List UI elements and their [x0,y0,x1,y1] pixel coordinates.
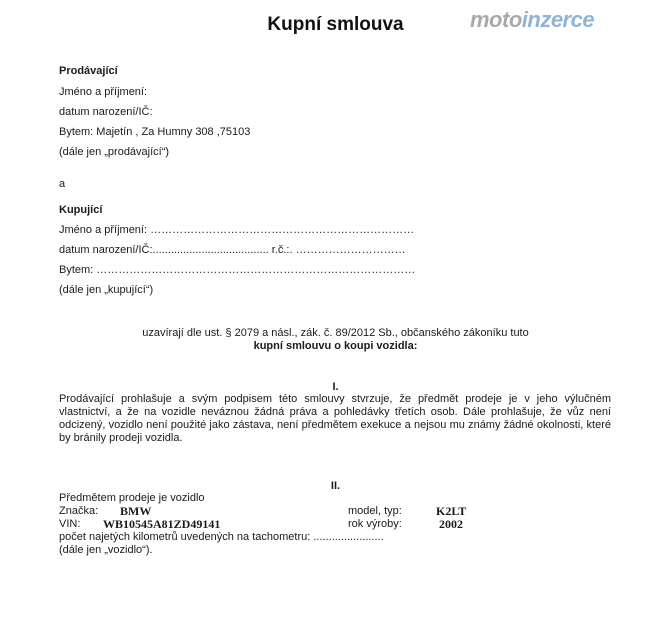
year-value: 2002 [439,517,463,531]
logo-part-inzerce: inzerce [521,7,595,32]
km-line: počet najetých kilometrů uvedených na tachometru: ....................... [59,531,384,543]
seller-alias: (dále jen „prodávající“) [59,146,170,158]
vin-value: WB10545A81ZD49141 [103,517,221,531]
logo-part-moto: moto [470,7,522,32]
buyer-name-line: Jméno a příjmení: ……………………………………………………………… [59,224,415,236]
vehicle-alias: (dále jen „vozidlo“). [59,544,153,556]
vehicle-intro: Předmětem prodeje je vozidlo [59,492,205,504]
seller-birth-label: datum narození/IČ: [59,106,153,118]
intro-line-2: kupní smlouvu o koupi vozidla: [253,340,418,352]
connector-text: a [59,178,66,190]
seller-address: Bytem: Majetín , Za Humny 308 ,75103 [59,126,251,138]
buyer-address-line: Bytem: …………………………………………………………………………… [59,264,416,276]
model-value: K2LT [436,504,467,518]
year-label: rok výroby: [348,518,402,530]
intro-line-1: uzavírají dle ust. § 2079 a násl., zák. č. 89/2012 Sb., občanského zákoníku tuto [142,327,529,339]
section-1-text: Prodávající prohlašuje a svým podpisem této smlouvy stvrzuje, že předmět prodeje je v jeho výlučném vlastnictví, a že na vozidle neváznou žádná práva a pohledávky třetích osob. Dále prohlašuje, že vůz není odcizený, vozidlo není použité jako zástava, není předmětem exekuce a nejsou mu známy žádné okolnosti, které by bránily prodeji vozidla. [59,393,611,444]
seller-heading: Prodávající [59,65,118,77]
buyer-alias: (dále jen „kupující“) [59,284,154,296]
brand-label: Značka: [59,505,99,517]
buyer-heading: Kupující [59,204,103,216]
seller-name-label: Jméno a příjmení: [59,86,148,98]
vin-label: VIN: [59,518,81,530]
section-1-number: I. [332,381,339,393]
model-label: model, typ: [348,505,402,517]
motoinzerce-logo [470,7,594,33]
document-title-text: Kupní smlouva [267,14,404,35]
section-2-number: II. [330,480,341,492]
brand-value: BMW [120,504,152,518]
buyer-birth-line: datum narození/IČ:...................................... r.č.:. ………………………… [59,244,406,256]
